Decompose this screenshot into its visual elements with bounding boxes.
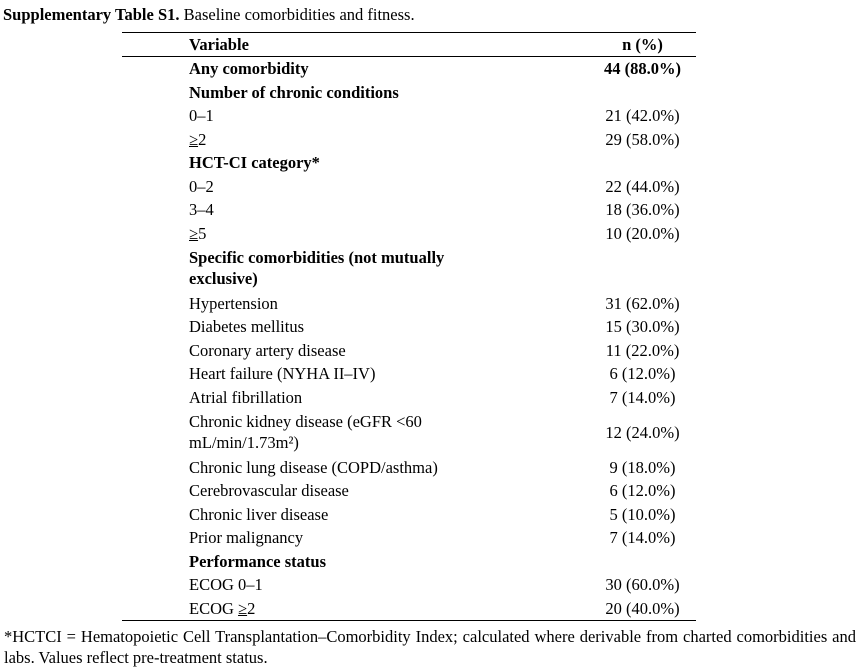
comorbidity-table [122,32,696,621]
header-variable: Variable [189,35,249,54]
table-row [122,503,696,527]
row-label: Hypertension [189,293,278,313]
table-row [122,81,696,105]
table-row [122,409,696,456]
table-row [122,456,696,480]
row-label: 0–2 [189,176,214,196]
row-label: Coronary artery disease [189,340,346,360]
table-row [122,222,696,246]
table-row [122,573,696,597]
table-row [122,292,696,316]
row-label: Chronic liver disease [189,504,329,524]
row-value: 9 (18.0%) [609,457,676,477]
table-row [122,597,696,621]
table-row [122,245,696,292]
row-label: Chronic kidney disease (eGFR <60 mL/min/1.73m²) [189,412,422,452]
row-label: Diabetes mellitus [189,317,305,337]
row-label: HCT-CI category* [189,153,320,173]
row-value: 30 (60.0%) [605,575,680,595]
table-row [122,198,696,222]
row-value: 20 (40.0%) [605,598,680,618]
header-n-percent: n (%) [622,35,663,54]
caption-text: Baseline comorbidities and fitness. [183,5,415,24]
caption-label: Supplementary Table S1. [3,5,180,24]
row-label: ECOG 0–1 [189,575,263,595]
row-label: Cerebrovascular disease [189,481,349,501]
table-row [122,526,696,550]
row-label: Performance status [189,551,326,571]
row-label: Specific comorbidities (not mutually exclusive) [189,248,445,288]
table-caption [3,5,415,25]
table-row [122,315,696,339]
row-value: 7 (14.0%) [609,528,676,548]
row-value: 10 (20.0%) [605,223,680,243]
row-value: 7 (14.0%) [609,387,676,407]
row-value: 5 (10.0%) [609,504,676,524]
row-value: 18 (36.0%) [605,200,680,220]
table-row [122,362,696,386]
row-value: 31 (62.0%) [605,293,680,313]
row-label: ECOG ≥2 [189,598,256,618]
row-label: Atrial fibrillation [189,387,303,407]
row-label: 3–4 [189,200,214,220]
row-label: ≥5 [189,223,207,243]
table-footnote: *HCTCI = Hematopoietic Cell Transplantation–Comorbidity Index; calculated where derivable from charted comorbidities and labs. Values reflect pre-treatment status. [4,627,856,667]
table-bottom-rule [122,620,696,621]
row-value: 6 (12.0%) [609,364,676,384]
row-label: Heart failure (NYHA II–IV) [189,364,376,384]
table-row [122,57,696,81]
row-label: Any comorbidity [189,59,309,79]
row-label: 0–1 [189,106,214,126]
table-row [122,104,696,128]
table-row [122,479,696,503]
row-value: 11 (22.0%) [605,340,680,360]
row-value: 15 (30.0%) [605,317,680,337]
row-label: Number of chronic conditions [189,82,399,102]
table-row [122,128,696,152]
table-row [122,175,696,199]
row-value: 6 (12.0%) [609,481,676,501]
row-value: 22 (44.0%) [605,176,680,196]
row-value: 12 (24.0%) [605,422,680,442]
row-label: Chronic lung disease (COPD/asthma) [189,457,438,477]
table-row [122,339,696,363]
table-row [122,386,696,410]
row-value: 29 (58.0%) [605,129,680,149]
table-header-row [122,33,696,56]
table-body [122,57,696,620]
table-row [122,550,696,574]
table-row [122,151,696,175]
row-value: 21 (42.0%) [605,106,680,126]
row-label: ≥2 [189,129,207,149]
row-label: Prior malignancy [189,528,304,548]
row-value: 44 (88.0%) [604,59,681,79]
